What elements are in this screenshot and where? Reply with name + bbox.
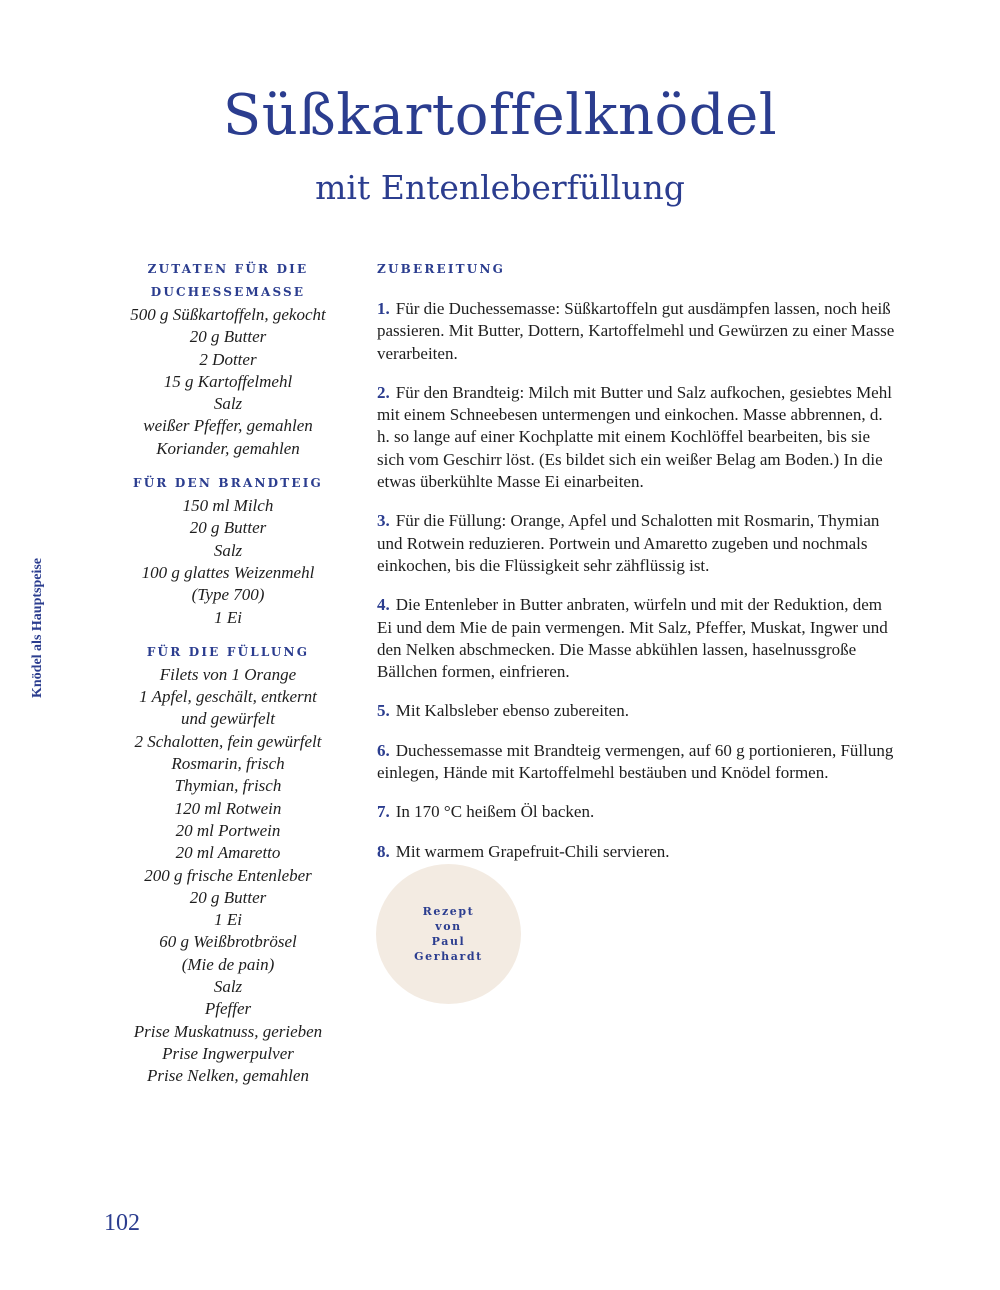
badge-line: Paul — [431, 935, 466, 948]
ingredient-section-heading: ZUTATEN FÜR DIE DUCHESSEMASSE — [147, 262, 309, 299]
ingredient-item: Pfeffer — [204, 999, 252, 1019]
badge-line: von — [435, 920, 462, 933]
ingredient-item: Salz — [213, 394, 243, 414]
page-number: 102 — [104, 1210, 140, 1236]
ingredient-item: (Mie de pain) — [181, 954, 275, 974]
ingredients-column — [110, 258, 346, 1100]
preparation-heading: ZUBEREITUNG — [377, 262, 506, 276]
ingredient-item: Rosmarin, frisch — [171, 754, 285, 774]
ingredient-item: Salz — [213, 977, 243, 997]
ingredient-section-brandteig — [110, 472, 346, 629]
ingredient-item: 1 Ei — [214, 607, 242, 627]
preparation-step — [377, 841, 897, 863]
badge-text — [399, 904, 499, 964]
ingredient-list — [110, 495, 346, 629]
badge-line: Rezept — [422, 905, 475, 918]
ingredient-item: 200 g frische Entenleber — [144, 865, 312, 885]
step-text: Die Entenleber in Butter anbraten, würfeln und mit der Reduktion, dem Ei und dem Mie de pain vermengen. Mit Salz, Pfeffer, Muskat, Ingwer und den Nelken abschmecken. Die Masse abkühlen lassen, haselnussgroße Bällchen formen, einfrieren. — [377, 595, 888, 682]
preparation-column — [377, 258, 897, 874]
ingredient-item: 20 g Butter — [189, 327, 267, 347]
ingredient-item: 20 g Butter — [189, 518, 267, 538]
step-text: Mit Kalbsleber ebenso zubereiten. — [395, 701, 629, 721]
preparation-step — [377, 298, 897, 365]
ingredient-item: 20 g Butter — [189, 887, 267, 907]
ingredient-list — [110, 664, 346, 1088]
ingredient-item: 1 Apfel, geschält, entkernt — [139, 687, 317, 707]
ingredient-item: 500 g Süßkartoffeln, gekocht — [130, 305, 326, 324]
ingredient-item: 20 ml Amaretto — [175, 843, 281, 863]
ingredient-item: 2 Schalotten, fein gewürfelt — [134, 731, 322, 751]
ingredient-item: (Type 700) — [191, 585, 265, 605]
ingredient-item: 1 Ei — [214, 910, 242, 930]
ingredient-item: Prise Muskatnuss, gerieben — [133, 1021, 323, 1041]
ingredient-list — [110, 304, 346, 460]
step-number: 8. — [377, 841, 390, 861]
recipe-author-badge — [376, 864, 521, 1004]
recipe-title: Süßkartoffelknödel — [222, 83, 778, 148]
step-number: 5. — [377, 701, 390, 721]
preparation-step — [377, 801, 897, 823]
step-number: 2. — [377, 382, 390, 402]
preparation-step — [377, 382, 897, 493]
step-number: 1. — [377, 299, 390, 318]
ingredient-section-heading: FÜR DEN BRANDTEIG — [133, 476, 323, 491]
ingredient-item: Thymian, frisch — [174, 776, 282, 796]
preparation-step — [377, 740, 897, 785]
ingredient-section-duchessemasse — [110, 258, 346, 460]
ingredient-item: und gewürfelt — [181, 709, 275, 729]
recipe-subtitle: mit Entenleberfüllung — [315, 168, 685, 207]
badge-line: Gerhardt — [414, 950, 483, 963]
ingredient-item: 2 Dotter — [199, 349, 257, 369]
ingredient-item: weißer Pfeffer, gemahlen — [143, 416, 313, 436]
preparation-step — [377, 700, 897, 722]
preparation-step — [377, 594, 897, 683]
step-text: Mit warmem Grapefruit-Chili servieren. — [395, 841, 670, 861]
step-number: 7. — [377, 802, 390, 822]
ingredient-section-heading: FÜR DIE FÜLLUNG — [146, 644, 310, 659]
ingredient-item: 120 ml Rotwein — [174, 798, 282, 818]
preparation-step — [377, 510, 897, 577]
ingredient-item: Salz — [213, 540, 243, 560]
ingredient-item: 15 g Kartoffelmehl — [163, 371, 293, 391]
step-text: Für den Brandteig: Milch mit Butter und Salz aufkochen, gesiebtes Mehl mit einem Schneebesen untermengen und einkochen. Masse abbrennen, d. h. so lange auf einer Kochplatte mit einem Kochlöffel bearbeiten, bis sie sich vom Geschirr löst. (Es bildet sich ein weißer Belag am Boden.) In die etwas überkühlte Masse Ei einarbeiten. — [377, 382, 892, 492]
step-text: Für die Füllung: Orange, Apfel und Schalotten mit Rosmarin, Thymian und Rotwein reduzieren. Portwein und Amaretto zugeben und nochmals einkochen, bis die Flüssigkeit sehr zähflüssig ist. — [377, 511, 880, 575]
ingredient-item: Filets von 1 Orange — [159, 664, 297, 684]
ingredient-item: 100 g glattes Weizenmehl — [141, 562, 315, 582]
ingredient-item: 60 g Weißbrotbrösel — [159, 932, 297, 952]
step-text: In 170 °C heißem Öl backen. — [395, 802, 595, 822]
preparation-steps — [377, 298, 897, 863]
chapter-side-label: Knödel als Hauptspeise — [30, 557, 45, 699]
step-number: 3. — [377, 511, 390, 531]
step-text: Für die Duchessemasse: Süßkartoffeln gut ausdämpfen lassen, noch heiß passieren. Mit Butter, Dottern, Kartoffelmehl und Gewürzen zu einer Masse verarbeiten. — [377, 299, 895, 363]
step-number: 6. — [377, 740, 390, 760]
ingredient-section-fuellung — [110, 641, 346, 1088]
step-text: Duchessemasse mit Brandteig vermengen, auf 60 g portionieren, Füllung einlegen, Hände mit Kartoffelmehl bestäuben und Knödel formen. — [377, 740, 894, 783]
ingredient-item: 20 ml Portwein — [175, 820, 281, 840]
ingredient-item: Prise Ingwerpulver — [162, 1043, 294, 1063]
ingredient-item: Koriander, gemahlen — [156, 438, 300, 458]
ingredient-item: 150 ml Milch — [182, 496, 274, 516]
step-number: 4. — [377, 595, 390, 615]
ingredient-item: Prise Nelken, gemahlen — [147, 1066, 309, 1086]
